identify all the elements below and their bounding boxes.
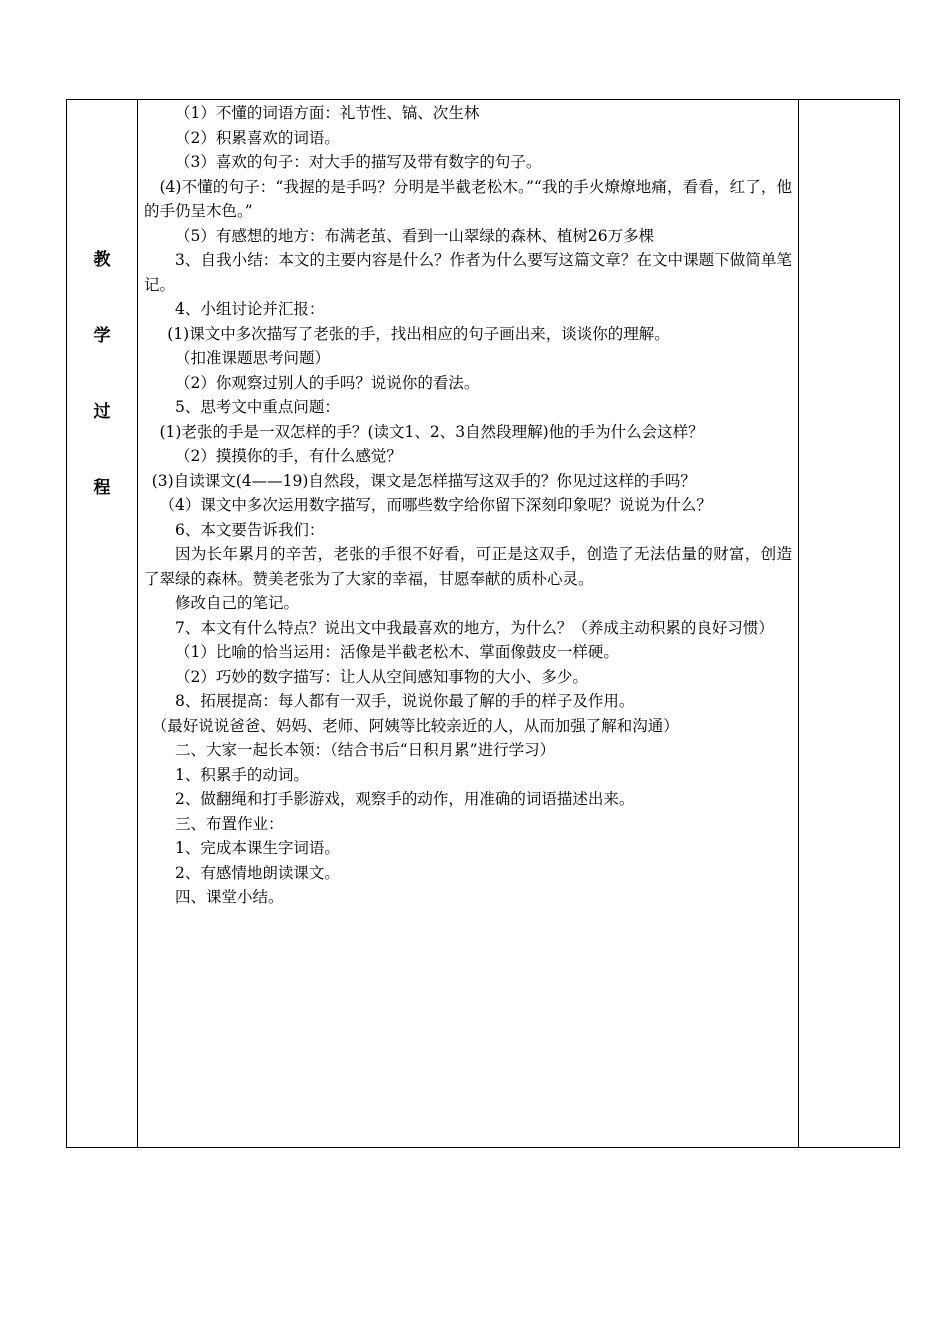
paragraph: （2）巧妙的数字描写：让人从空间感知事物的大小、多少。 [175, 667, 588, 686]
paragraph: (3)自读课文(4——19)自然段，课文是怎样描写这双手的？你见过这样的手吗？ [151, 471, 696, 490]
section-label [67, 100, 137, 552]
content-cell [138, 100, 799, 1148]
paragraph: 因为长年累月的辛苦，老张的手很不好看，可正是这双手，创造了无法估量的财富，创造了翠绿的森林。赞美老张为了大家的幸福，甘愿奉献的质朴心灵。 [144, 545, 792, 588]
paragraph: (4)不懂的句子：“我握的是手吗？分明是半截老松木。”“我的手火燎燎地痛，看看，红了，他的手仍呈木色。” [144, 177, 792, 220]
paragraph: (1)老张的手是一双怎样的手？(读文1、2、3自然段理解)他的手为什么会这样？ [159, 422, 704, 441]
paragraph: （扣准课题思考问题） [175, 349, 331, 367]
section-label-char: 程 [93, 478, 111, 498]
paragraph: （1）比喻的恰当运用：活像是半截老松木、掌面像鼓皮一样硬。 [175, 643, 619, 661]
paragraph: 2、有感情地朗读课文。 [175, 863, 340, 882]
section-label-char: 教 [93, 250, 111, 270]
paragraph: （最好说说爸爸、妈妈、老师、阿姨等比较亲近的人，从而加强了解和沟通） [151, 716, 679, 735]
lesson-plan-table [66, 99, 900, 1148]
paragraph: 四、课堂小结。 [175, 888, 284, 906]
paragraph: 三、布置作业： [175, 814, 284, 833]
paragraph: 1、完成本课生字词语。 [175, 839, 340, 857]
notes-cell [799, 100, 900, 1148]
paragraph: 2、做翻绳和打手影游戏，观察手的动作，用准确的词语描述出来。 [175, 790, 635, 808]
section-label-char: 学 [93, 326, 111, 346]
paragraph: （2）摸摸你的手，有什么感觉？ [175, 447, 402, 465]
paragraph: （2）你观察过别人的手吗？说说你的看法。 [175, 373, 480, 392]
paragraph: 4、小组讨论并汇报： [175, 300, 325, 318]
paragraph: （5）有感想的地方：布满老茧、看到一山翠绿的森林、植树26万多棵 [175, 226, 655, 245]
paragraph: （1）不懂的词语方面：礼节性、镐、次生林 [175, 104, 480, 122]
section-label-char: 过 [93, 402, 111, 422]
paragraph: （2）积累喜欢的词语。 [175, 128, 340, 147]
paragraph: 8、拓展提高：每人都有一双手，说说你最了解的手的样子及作用。 [175, 692, 635, 710]
paragraph: （4）课文中多次运用数字描写，而哪些数字给你留下深刻印象呢？说说为什么？ [159, 496, 712, 514]
lesson-content [138, 100, 798, 910]
section-label-cell [67, 100, 138, 1148]
paragraph: 7、本文有什么特点？说出文中我最喜欢的地方，为什么？（养成主动积累的良好习惯） [175, 618, 774, 637]
paragraph: (1)课文中多次描写了老张的手，找出相应的句子画出来，谈谈你的理解。 [167, 324, 670, 343]
paragraph: 3、自我小结：本文的主要内容是什么？作者为什么要写这篇文章？在文中课题下做简单笔记。 [144, 251, 792, 294]
paragraph: 1、积累手的动词。 [175, 765, 309, 784]
paragraph: 修改自己的笔记。 [175, 594, 300, 612]
paragraph: 5、思考文中重点问题： [175, 398, 340, 416]
paragraph: 6、本文要告诉我们： [175, 520, 325, 539]
paragraph: 二、大家一起长本领：（结合书后“日积月累”进行学习） [175, 741, 556, 759]
table-row [67, 100, 900, 1148]
paragraph: （3）喜欢的句子：对大手的描写及带有数字的句子。 [175, 153, 542, 171]
